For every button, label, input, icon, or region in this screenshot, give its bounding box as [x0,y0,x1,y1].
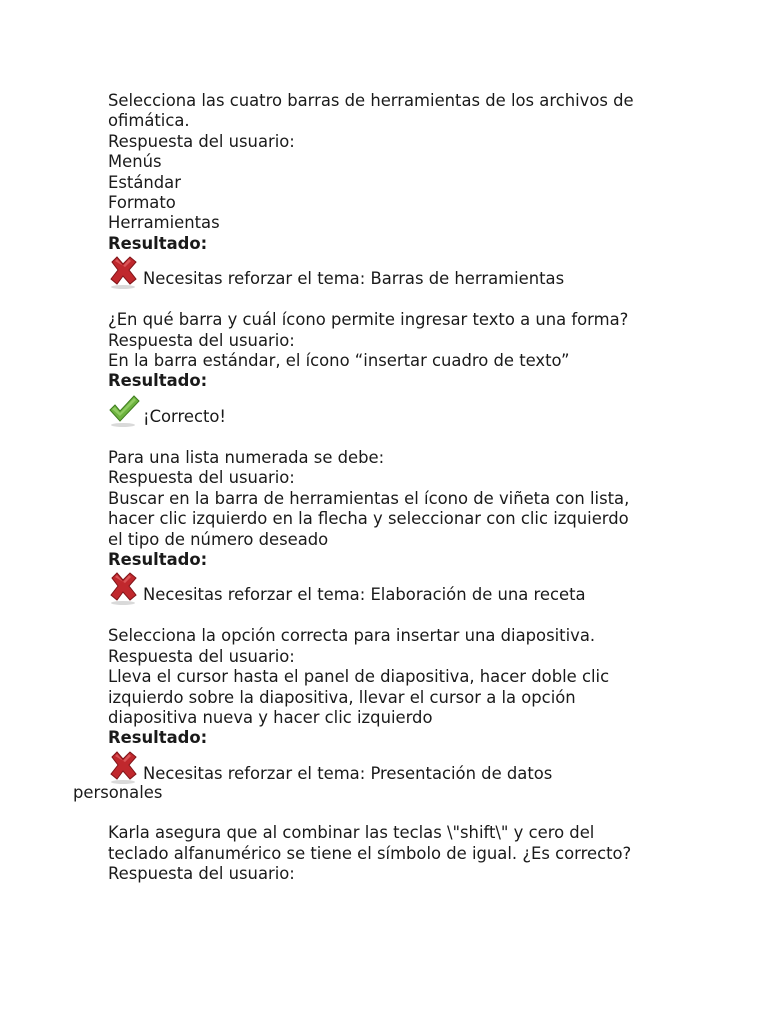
answer-line: En la barra estándar, el ícono “insertar cuadro de texto” [108,351,570,371]
question-line: ofimática. [108,111,190,131]
feedback-line: Necesitas reforzar el tema: Presentación de datos [143,763,553,783]
answer-line: Herramientas [108,213,220,233]
user-answer-label: Respuesta del usuario: [108,131,295,151]
result-row [108,256,668,290]
result-feedback [143,751,552,784]
question-line: teclado alfanumérico se tiene el símbolo de igual. ¿Es correcto? [108,843,632,863]
question-text [108,91,668,132]
quiz-results-page [73,91,668,884]
answer-line: Menús [108,152,162,172]
question-line: Selecciona la opción correcta para insertar una diapositiva. [108,626,596,646]
user-answer [108,351,668,371]
user-answer-label: Respuesta del usuario: [108,863,295,883]
answer-line: diapositiva nueva y hacer clic izquierdo [108,707,433,727]
user-answer [108,667,668,728]
cross-icon [108,572,140,606]
result-label: Resultado: [108,549,208,569]
answer-line: Buscar en la barra de herramientas el ícono de viñeta con lista, [108,488,630,508]
result-label: Resultado: [108,233,208,253]
answer-line: el tipo de número deseado [108,529,329,549]
answer-line: Formato [108,193,176,213]
user-answer-label: Respuesta del usuario: [108,646,295,666]
feedback-line: personales [73,782,163,802]
cross-icon [108,256,140,290]
question-line: ¿En qué barra y cuál ícono permite ingresar texto a una forma? [108,310,629,330]
result-row [108,572,668,606]
cross-icon [108,751,140,785]
question-block [108,310,668,428]
question-text [108,448,668,468]
answer-line: Lleva el cursor hasta el panel de diapositiva, hacer doble clic [108,667,610,687]
user-answer [108,152,668,234]
question-text [108,626,668,646]
question-text [108,310,668,330]
result-label: Resultado: [108,728,208,748]
result-feedback [143,572,586,605]
question-text [108,823,668,864]
question-line: Selecciona las cuatro barras de herramientas de los archivos de [108,91,634,110]
user-answer-label: Respuesta del usuario: [108,468,295,488]
answer-line: izquierdo sobre la diapositiva, llevar el cursor a la opción [108,687,576,707]
user-answer [108,489,668,550]
result-feedback [143,256,564,289]
result-row [108,394,668,428]
answer-line: hacer clic izquierdo en la flecha y seleccionar con clic izquierdo [108,509,629,529]
question-block [73,626,668,803]
question-block [108,448,668,606]
result-row [108,751,668,785]
feedback-line: Necesitas reforzar el tema: Barras de herramientas [143,269,565,289]
feedback-line: Necesitas reforzar el tema: Elaboración de una receta [143,585,586,605]
result-label: Resultado: [108,371,208,391]
result-feedback [143,394,226,427]
feedback-line: ¡Correcto! [143,406,226,426]
question-block [108,91,668,290]
question-line: Para una lista numerada se debe: [108,447,385,467]
answer-line: Estándar [108,172,181,192]
user-answer-label: Respuesta del usuario: [108,330,295,350]
question-block [108,823,668,884]
question-line: Karla asegura que al combinar las teclas \"shift\" y cero del [108,823,595,843]
check-icon [108,394,140,428]
